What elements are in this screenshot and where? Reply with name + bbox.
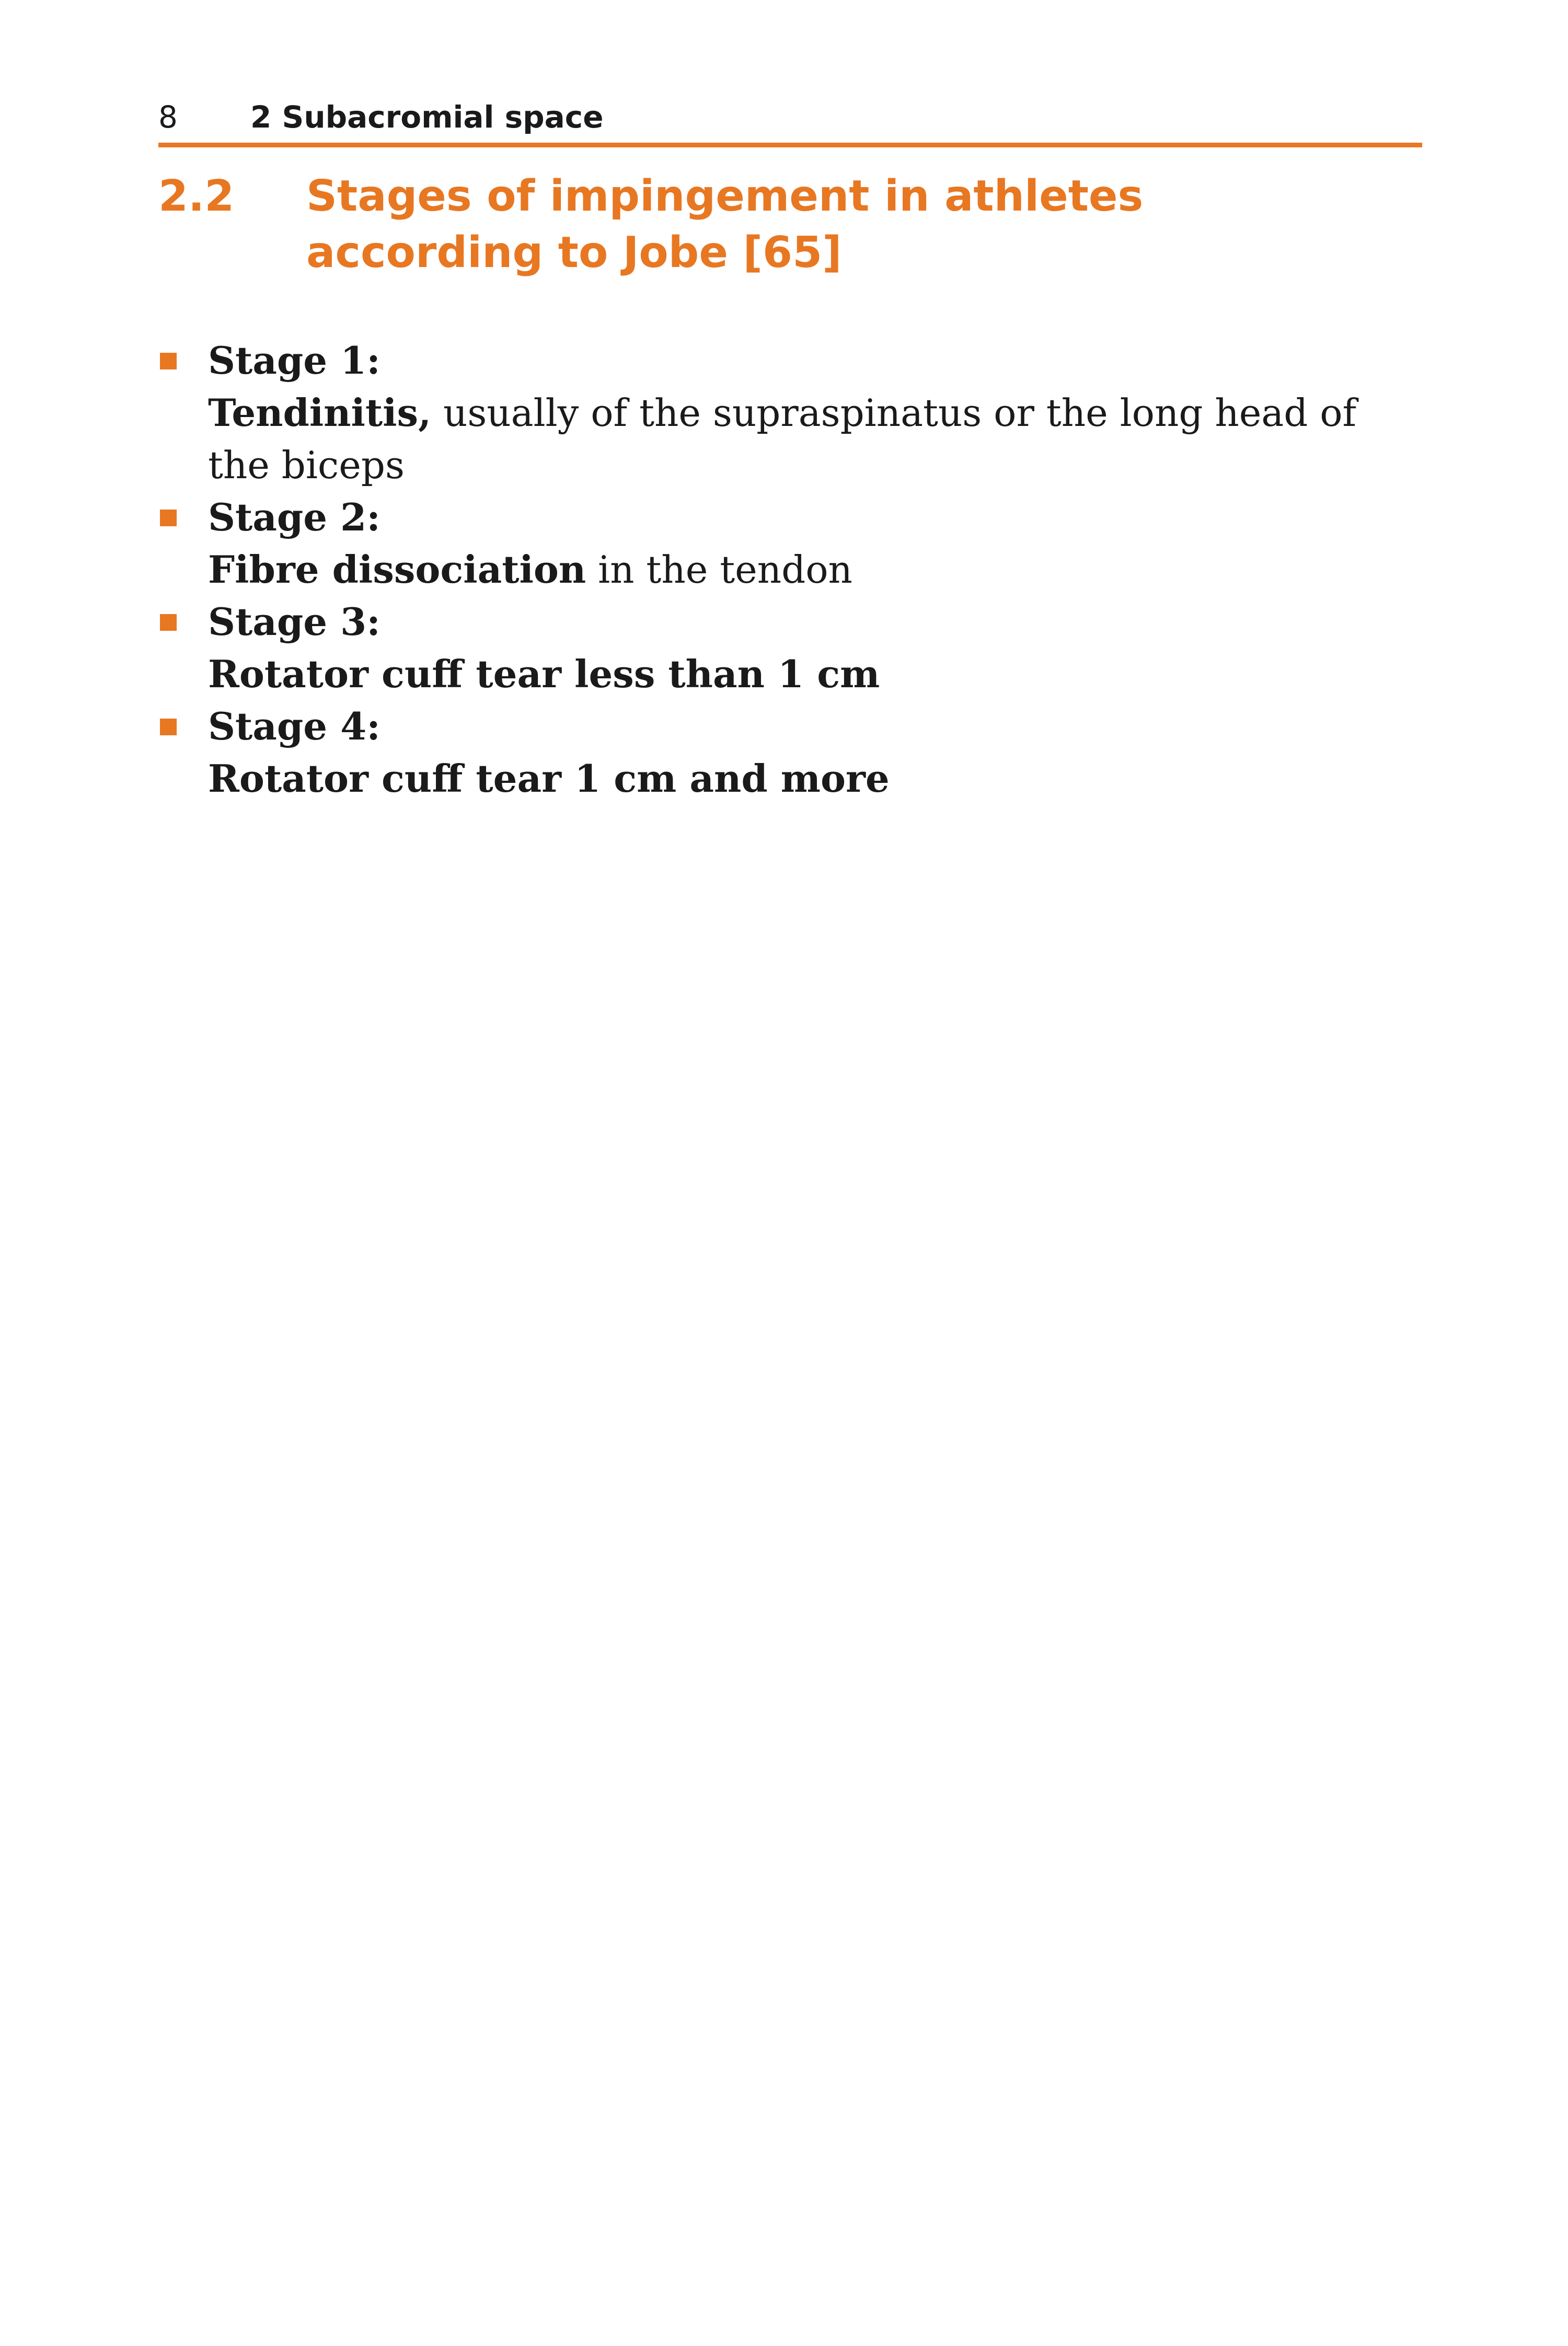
- stage-description: [208, 753, 1361, 805]
- list-item: [158, 700, 1361, 805]
- page-number: 8: [158, 99, 178, 135]
- stage-term: Rotator cuff tear less than 1 cm: [208, 652, 880, 696]
- list-item: [158, 491, 1361, 596]
- running-head: [158, 94, 1422, 141]
- stage-detail: usually of the supraspinatus or the long head of the biceps: [208, 391, 1357, 487]
- stage-term: Fibre dissociation: [208, 547, 586, 592]
- stage-description: [208, 387, 1361, 491]
- chapter-title: 2 Subacromial space: [250, 99, 604, 135]
- bullet-square-icon: [160, 614, 177, 631]
- list-item: [158, 596, 1361, 700]
- stage-label: Stage 3:: [208, 599, 381, 644]
- header-rule: [158, 143, 1422, 147]
- stage-list: [158, 334, 1361, 805]
- stage-term: Rotator cuff tear 1 cm and more: [208, 756, 890, 801]
- section-number: 2.2: [158, 171, 235, 221]
- bullet-square-icon: [160, 353, 177, 369]
- bullet-square-icon: [160, 510, 177, 526]
- stage-term: Tendinitis,: [208, 390, 432, 435]
- stage-description: [208, 544, 1361, 596]
- bullet-square-icon: [160, 719, 177, 735]
- list-item: [158, 334, 1361, 491]
- section-title: Stages of impingement in athletes according to Jobe [65]: [306, 171, 1144, 278]
- stage-label: Stage 2:: [208, 495, 381, 539]
- stage-label: Stage 4:: [208, 704, 381, 748]
- stage-detail: in the tendon: [586, 548, 852, 592]
- stage-description: [208, 648, 1361, 700]
- stage-label: Stage 1:: [208, 338, 381, 383]
